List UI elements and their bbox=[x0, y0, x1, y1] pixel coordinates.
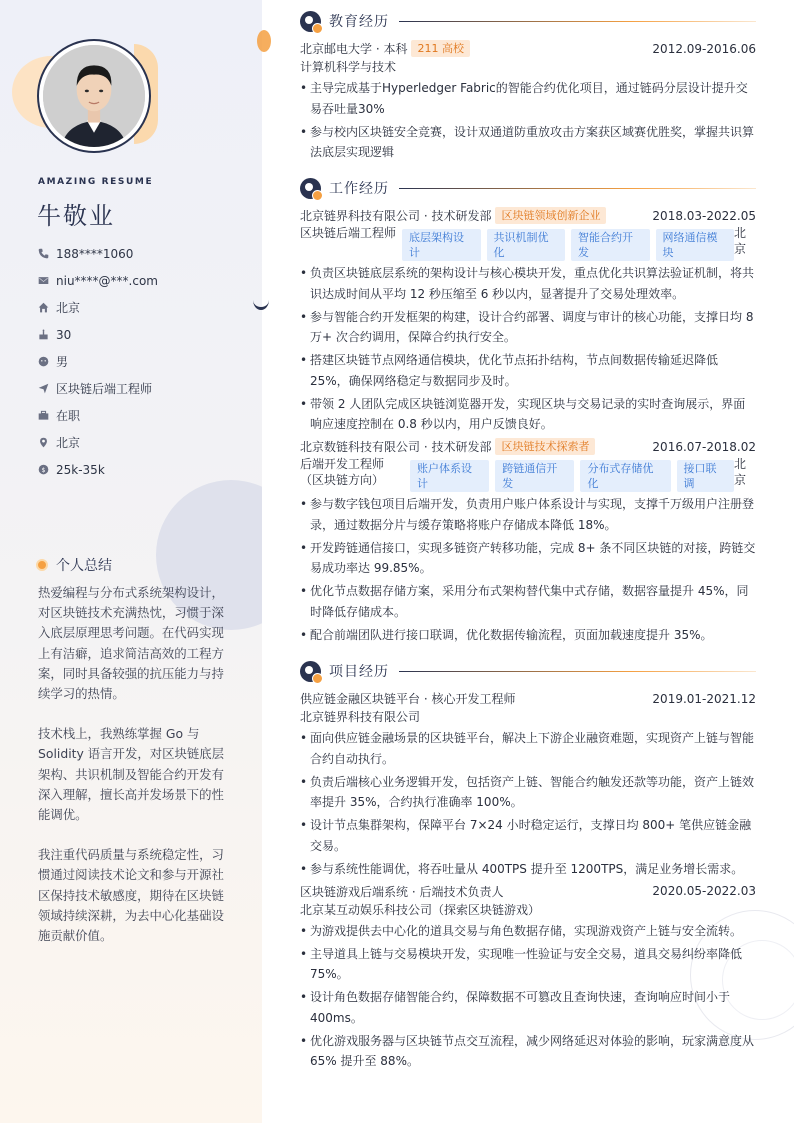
send-icon bbox=[38, 383, 56, 394]
company-name: 北京数链科技有限公司 · 技术研发部 bbox=[300, 440, 492, 454]
project-name: 区块链游戏后端系统 · 后端技术负责人 bbox=[300, 884, 504, 899]
home-icon bbox=[38, 302, 56, 313]
bullet-item: • 带领 2 人团队完成区块链浏览器开发，实现区块与交易记录的实时查询展示，界面响应速度控制在 0.8 秒以内，用户反馈良好。 bbox=[300, 394, 756, 435]
bullet-item: • 设计节点集群架构，保障平台 7×24 小时稳定运行，支撑日均 800+ 笔供应链金融交易。 bbox=[300, 815, 756, 856]
info-position bbox=[38, 375, 158, 402]
skill-tag: 账户体系设计 bbox=[410, 460, 489, 492]
candidate-name: 牛敬业 bbox=[37, 202, 115, 230]
location-icon bbox=[38, 437, 56, 448]
mail-icon bbox=[38, 275, 56, 286]
entry-period: 2018.03-2022.05 bbox=[652, 208, 756, 223]
company-badge: 区块链领域创新企业 bbox=[495, 207, 606, 224]
bullet-item: • 设计角色数据存储智能合约，保障数据不可篡改且查询快速，查询响应时间小于 400ms。 bbox=[300, 987, 756, 1028]
personal-summary bbox=[38, 583, 228, 966]
company-badge: 区块链技术探索者 bbox=[495, 438, 595, 455]
section-title: 项目经历 bbox=[329, 664, 389, 680]
gender-icon bbox=[38, 356, 56, 367]
resume-tagline: AMAZING RESUME bbox=[38, 177, 154, 187]
section-header bbox=[300, 660, 756, 682]
cake-icon bbox=[38, 329, 56, 340]
job-role: 后端开发工程师（区块链方向） bbox=[300, 457, 385, 487]
bullet-item: • 参与校内区块链安全竞赛，设计双通道防重放攻击方案获区域赛优胜奖，掌握共识算法底层实现逻辑 bbox=[300, 122, 756, 163]
skill-tag: 网络通信模块 bbox=[656, 229, 735, 261]
section-header bbox=[300, 177, 756, 199]
company-name: 北京链界科技有限公司 · 技术研发部 bbox=[300, 209, 492, 223]
info-email bbox=[38, 267, 158, 294]
decorative-edge-dot bbox=[257, 30, 271, 52]
bullet-item: • 参与智能合约开发框架的构建，设计合约部署、调度与审计的核心功能，支撑日均 8 万+ 次合约调用，保障合约执行安全。 bbox=[300, 307, 756, 348]
decorative-edge-arc bbox=[253, 290, 269, 310]
work-section bbox=[300, 177, 756, 648]
bullet-item: • 参与系统性能调优，将吞吐量从 400TPS 提升至 1200TPS，满足业务增长需求。 bbox=[300, 859, 756, 880]
info-salary bbox=[38, 456, 158, 483]
summary-paragraph: 热爱编程与分布式系统架构设计，对区块链技术充满热忱，习惯于深入底层原理思考问题。在代码实现上有洁癖，追求简洁高效的工程方案，同时具备较强的抗压能力与持续学习的热情。 bbox=[38, 585, 224, 702]
bullet-item: • 开发跨链通信接口，实现多链资产转移功能，完成 8+ 条不同区块链的对接，跨链交易成功率达 99.85%。 bbox=[300, 538, 756, 579]
skill-tag: 分布式存储优化 bbox=[580, 460, 670, 492]
work-entry bbox=[300, 206, 756, 435]
bullet-item: • 优化游戏服务器与区块链节点交互流程，减少网络延迟对体验的影响，玩家满意度从 65% 提升至 88%。 bbox=[300, 1031, 756, 1072]
entry-period: 2016.07-2018.02 bbox=[652, 439, 756, 454]
bullet-item: • 为游戏提供去中心化的道具交易与角色数据存储，实现游戏资产上链与安全流转。 bbox=[300, 921, 756, 942]
section-title: 工作经历 bbox=[329, 181, 389, 197]
projects-section bbox=[300, 660, 756, 1074]
sidebar bbox=[0, 0, 262, 1123]
summary-heading bbox=[36, 555, 112, 575]
bullet-item: • 负责区块链底层系统的架构设计与核心模块开发，重点优化共识算法验证机制，将共识达成时间从平均 12 秒压缩至 6 秒以内，显著提升了交易处理效率。 bbox=[300, 263, 756, 304]
school-name: 北京邮电大学 · 本科 bbox=[300, 42, 408, 56]
summary-title: 个人总结 bbox=[56, 558, 112, 574]
project-entry bbox=[300, 689, 756, 879]
email-value: niu****@***.com bbox=[56, 273, 158, 288]
entry-period: 2012.09-2016.06 bbox=[652, 41, 756, 56]
location-value: 北京 bbox=[56, 436, 81, 450]
education-entry bbox=[300, 39, 756, 163]
project-name: 供应链金融区块链平台 · 核心开发工程师 bbox=[300, 692, 516, 706]
info-location bbox=[38, 429, 158, 456]
hometown-value: 北京 bbox=[56, 301, 81, 315]
age-value: 30 bbox=[56, 327, 72, 342]
entry-header bbox=[300, 206, 756, 225]
job-role: 区块链后端工程师 bbox=[300, 226, 397, 240]
section-divider bbox=[399, 671, 756, 672]
bullet-item: • 参与数字钱包项目后端开发，负责用户账户体系设计与实现，支撑千万级用户注册登录，通过数据分片与缓存策略将账户存储成本降低 18%。 bbox=[300, 494, 756, 535]
entry-header bbox=[300, 882, 756, 901]
avatar-frame bbox=[37, 39, 151, 153]
role-row bbox=[300, 225, 756, 261]
info-status bbox=[38, 402, 158, 429]
bullet-item: • 主导道具上链与交易模块开发，实现唯一性验证与安全交易，道具交易纠纷率降低 75%。 bbox=[300, 944, 756, 985]
entry-header bbox=[300, 39, 756, 58]
entry-header bbox=[300, 689, 756, 708]
bullet-list bbox=[300, 494, 756, 645]
entry-period: 2019.01-2021.12 bbox=[652, 691, 756, 706]
skill-tags bbox=[404, 456, 734, 492]
job-location: 北京 bbox=[734, 226, 747, 256]
skill-tag: 智能合约开发 bbox=[571, 229, 650, 261]
phone-value: 188****1060 bbox=[56, 246, 134, 261]
svg-text:$: $ bbox=[41, 466, 46, 474]
section-badge-icon bbox=[300, 661, 321, 682]
section-header bbox=[300, 10, 756, 32]
project-org: 北京某互动娱乐科技公司（探索区块链游戏） bbox=[300, 902, 541, 917]
gender-value: 男 bbox=[56, 355, 69, 369]
bullet-list bbox=[300, 728, 756, 879]
bullet-item: • 优化节点数据存储方案，采用分布式架构替代集中式存储，数据容量提升 45%，同时降低存储成本。 bbox=[300, 581, 756, 622]
bullet-list bbox=[300, 78, 756, 163]
summary-paragraph: 我注重代码质量与系统稳定性，习惯通过阅读技术论文和参与开源社区保持技术敏感度，期待在区块链领域持续深耕，为去中心化基础设施贡献价值。 bbox=[38, 847, 224, 944]
section-badge-icon bbox=[300, 178, 321, 199]
info-phone bbox=[38, 240, 158, 267]
skill-tag: 共识机制优化 bbox=[487, 229, 566, 261]
skill-tag: 接口联调 bbox=[677, 460, 734, 492]
salary-value: 25k-35k bbox=[56, 462, 105, 477]
phone-icon bbox=[38, 248, 56, 259]
briefcase-icon bbox=[38, 410, 56, 421]
bullet-item: • 面向供应链金融场景的区块链平台，解决上下游企业融资难题，实现资产上链与智能合约自动执行。 bbox=[300, 728, 756, 769]
bullet-item: • 搭建区块链节点网络通信模块，优化节点拓扑结构，节点间数据传输延迟降低 25%，确保网络稳定与数据同步及时。 bbox=[300, 350, 756, 391]
education-section bbox=[300, 10, 756, 165]
contact-info-list bbox=[38, 240, 158, 483]
info-home bbox=[38, 294, 158, 321]
major: 计算机科学与技术 bbox=[300, 60, 397, 74]
skill-tags bbox=[396, 225, 734, 261]
status-value: 在职 bbox=[56, 409, 81, 423]
section-title: 教育经历 bbox=[329, 14, 389, 30]
bullet-item: • 主导完成基于Hyperledger Fabric的智能合约优化项目，通过链码分层设计提升交易吞吐量30% bbox=[300, 78, 756, 119]
section-divider bbox=[399, 21, 756, 22]
section-divider bbox=[399, 188, 756, 189]
project-entry bbox=[300, 882, 756, 1072]
avatar bbox=[43, 45, 145, 147]
work-entry bbox=[300, 437, 756, 645]
bullet-list bbox=[300, 263, 756, 435]
role-row bbox=[300, 456, 756, 492]
skill-tag: 跨链通信开发 bbox=[495, 460, 574, 492]
skill-tag: 底层架构设计 bbox=[402, 229, 481, 261]
position-value: 区块链后端工程师 bbox=[56, 382, 153, 396]
school-badge: 211 高校 bbox=[411, 40, 470, 57]
entry-period: 2020.05-2022.03 bbox=[652, 884, 756, 898]
entry-header bbox=[300, 437, 756, 456]
section-badge-icon bbox=[300, 11, 321, 32]
summary-dot-icon bbox=[36, 559, 48, 571]
bullet-item: • 配合前端团队进行接口联调，优化数据传输流程，页面加载速度提升 35%。 bbox=[300, 625, 756, 646]
job-location: 北京 bbox=[734, 457, 747, 487]
bullet-item: • 负责后端核心业务逻辑开发，包括资产上链、智能合约触发还款等功能，资产上链效率提升 35%，合约执行准确率 100%。 bbox=[300, 772, 756, 813]
info-age bbox=[38, 321, 158, 348]
summary-paragraph: 技术栈上，我熟练掌握 Go 与 Solidity 语言开发，对区块链底层架构、共识机制及智能合约开发有深入理解，擅长高并发场景下的性能调优。 bbox=[38, 726, 225, 823]
info-gender bbox=[38, 348, 158, 375]
profile-photo bbox=[43, 45, 145, 147]
project-org: 北京链界科技有限公司 bbox=[300, 710, 421, 724]
bullet-list bbox=[300, 921, 756, 1072]
money-icon bbox=[38, 464, 56, 475]
